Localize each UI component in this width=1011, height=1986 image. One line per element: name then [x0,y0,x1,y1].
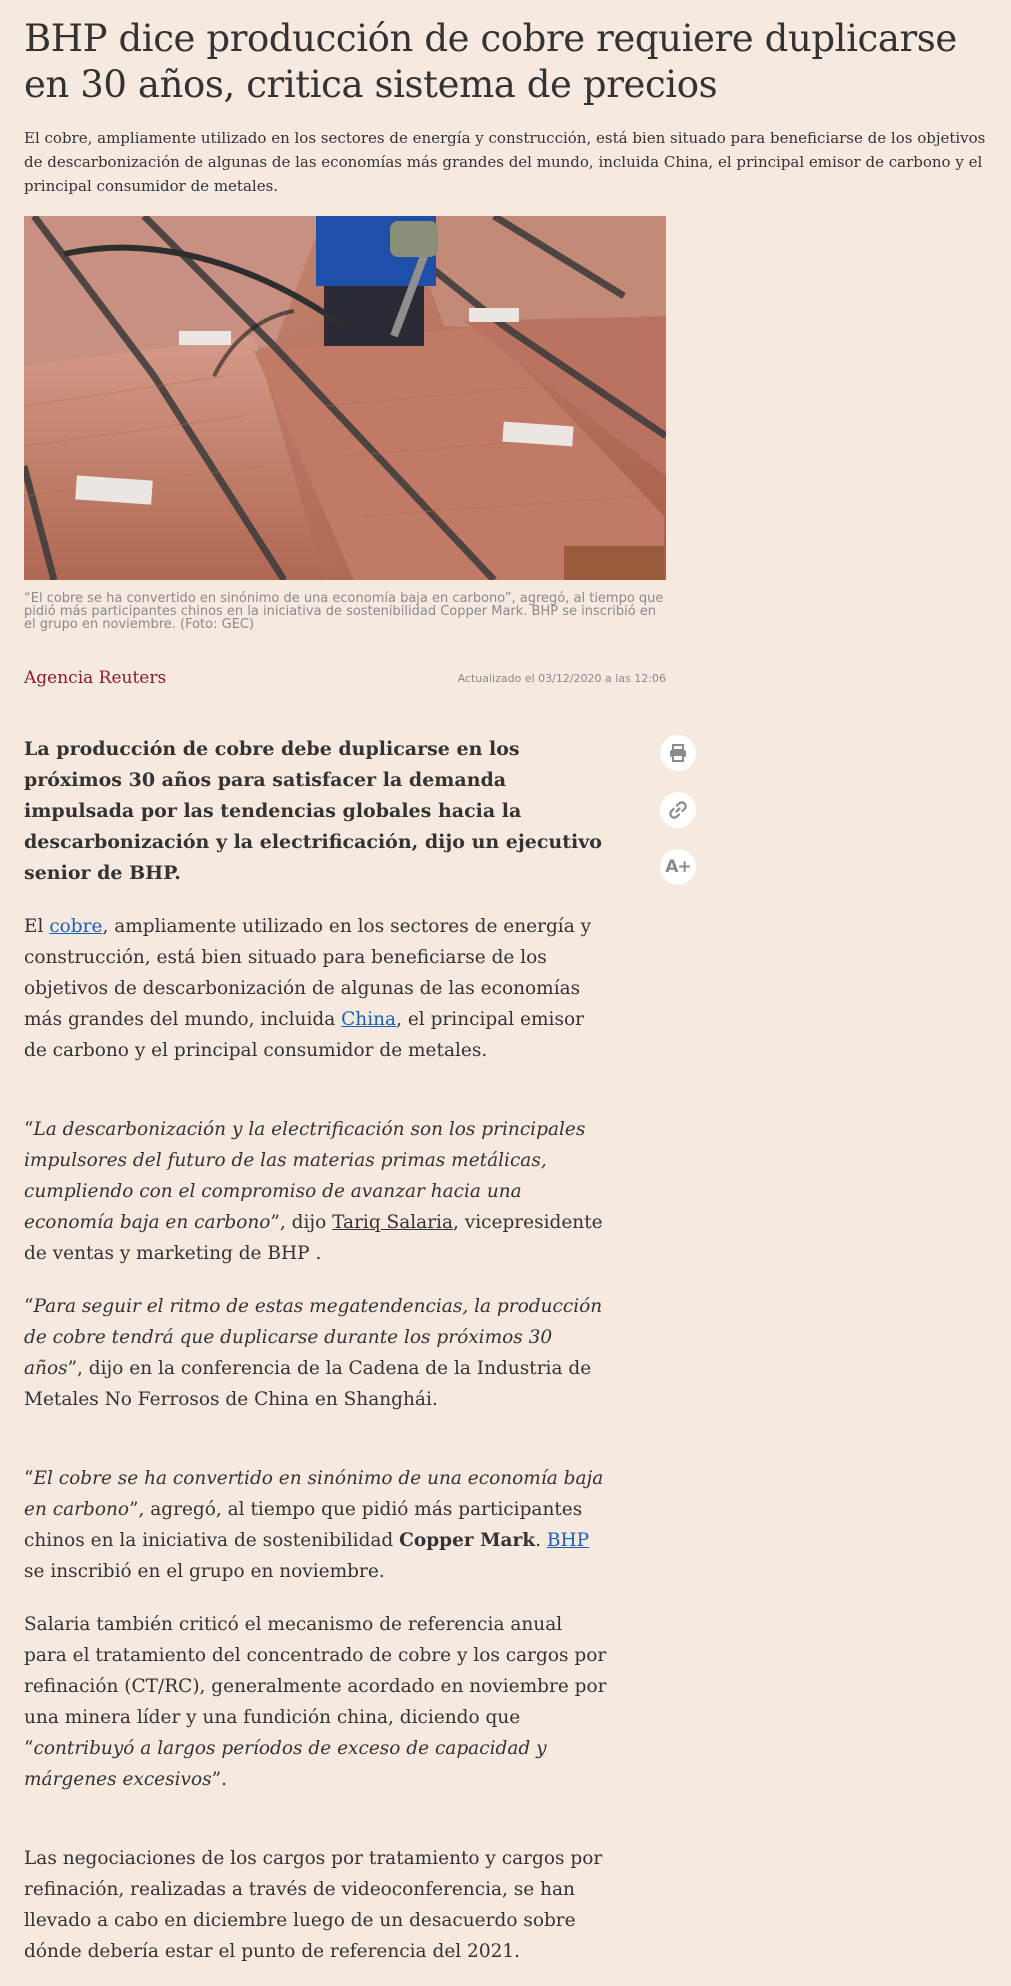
tariq-salaria-link[interactable]: Tariq Salaria [332,1212,453,1233]
author-name[interactable]: Agencia Reuters [24,668,167,688]
paragraph-5: Salaria también criticó el mecanismo de referencia anual para el tratamiento del concentrado de cobre y los cargos por refinación (CT/RC), generalmente acordado en noviembre por una minera líder y una fundición china, diciendo que “contribuyó a largos períodos de exceso de capacidad y márgenes excesivos”. [24,1614,607,1790]
updated-timestamp: Actualizado el 03/12/2020 a las 12:06 [457,672,666,685]
article-lead: La producción de cobre debe duplicarse en los próximos 30 años para satisfacer la demanda impulsada por las tendencias globales hacia la descarbonización y la electrificación, dijo un ejecutivo senior de BHP. [24,738,602,884]
link-icon [668,800,688,820]
paragraph-2: “La descarbonización y la electrificación son los principales impulsores del futuro de las materias primas metálicas, cumpliendo con el compromiso de avanzar hacia una economía baja en carbono”, dijo Tariq Salaria, vicepresidente de ventas y marketing de BHP . [24,1119,603,1264]
photo-caption: “El cobre se ha convertido en sinónimo de una economía baja en carbono”, agregó, al tiempo que pidió más participantes chinos en la iniciativa de sostenibilidad Copper Mark. BHP se inscribió en el grupo en noviembre. (Foto: GEC) [24,591,664,632]
paragraph-3: “Para seguir el ritmo de estas megatendencias, la producción de cobre tendrá que duplicarse durante los próximos 30 años”, dijo en la conferencia de la Cadena de la Industria de Metales No Ferrosos de China en Shanghái. [24,1296,603,1410]
bhp-link[interactable]: BHP [546,1530,590,1551]
quote-text: contribuyó a largos períodos de exceso de capacidad y márgenes excesivos [24,1738,547,1790]
cobre-link[interactable]: cobre [49,916,103,937]
article-tools [660,735,696,906]
china-link[interactable]: China [341,1009,397,1030]
font-size-button[interactable] [660,849,696,885]
paragraph-4: “El cobre se ha convertido en sinónimo de una economía baja en carbono”, agregó, al tiempo que pidió más participantes chinos en la iniciativa de sostenibilidad Copper Mark. BHP se inscribió en el grupo en noviembre. [24,1468,604,1582]
font-size-icon: A+ [665,857,691,877]
paragraph-1: El cobre, ampliamente utilizado en los sectores de energía y construcción, está bien situado para beneficiarse de los objetivos de descarbonización de algunas de las economías más grandes del mundo, incluida China, el principal emisor de carbono y el principal consumidor de metales. [24,916,592,1061]
printer-icon [668,743,688,763]
article-body [24,734,609,1967]
quote-text: Para seguir el ritmo de estas megatendencias, la producción de cobre tendrá que duplicarse durante los próximos 30 años [24,1296,603,1379]
byline [24,668,666,692]
paragraph-6: Las negociaciones de los cargos por tratamiento y cargos por refinación, realizadas a través de videoconferencia, se han llevado a cabo en diciembre luego de un desacuerdo sobre dónde debería estar el punto de referencia del 2021. [24,1848,603,1962]
article-summary: El cobre, ampliamente utilizado en los sectores de energía y construcción, está bien situado para beneficiarse de los objetivos de descarbonización de algunas de las economías más grandes del mundo, incluida China, el principal emisor de carbono y el principal consumidor de metales. [24,129,986,195]
print-button[interactable] [660,735,696,771]
article-photo [24,216,666,580]
quote-text: El cobre se ha convertido en sinónimo de una economía baja en carbono [24,1468,604,1520]
quote-text: La descarbonización y la electrificación son los principales impulsores del futuro de las materias primas metálicas, cumpliendo con el compromiso de avanzar hacia una economía baja en carbono [24,1119,586,1233]
headline: BHP dice producción de cobre requiere duplicarse en 30 años, critica sistema de precios [24,17,957,106]
copper-mark-text: Copper Mark [399,1530,536,1551]
copy-link-button[interactable] [660,792,696,828]
